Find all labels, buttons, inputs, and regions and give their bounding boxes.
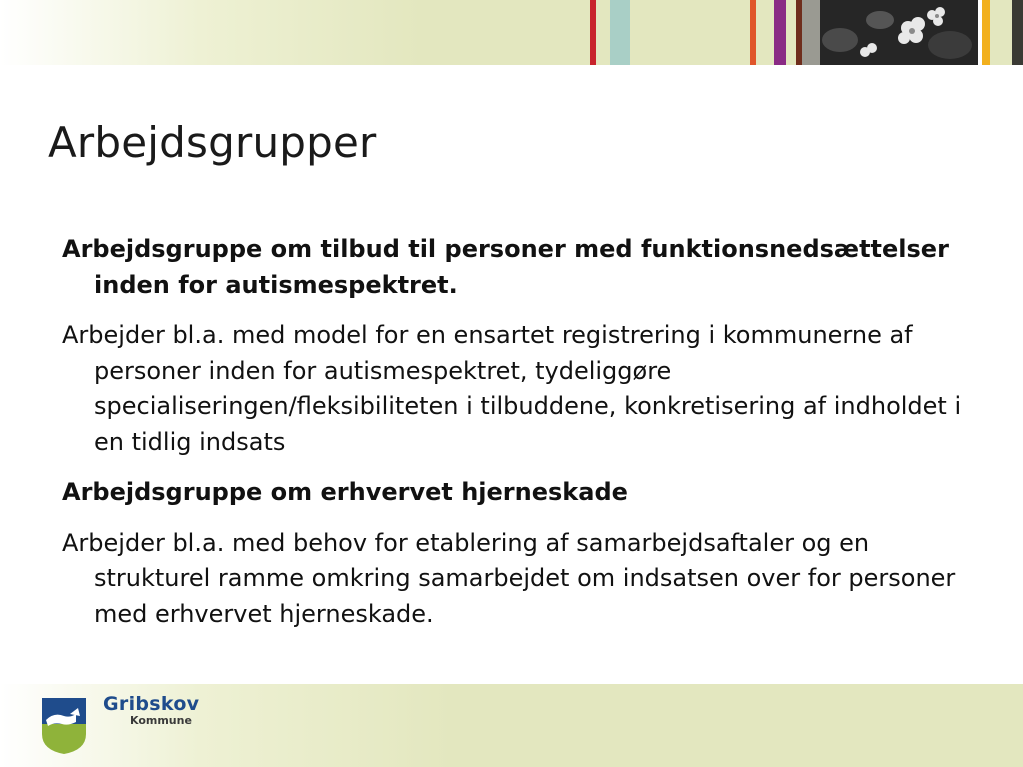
group-description-autism: Arbejder bl.a. med model for en ensartet registrering i kommunerne af personer inden for autismespektret, tydeliggøre specialiseringen/fleksibiliteten i tilbuddene, konkretisering af indholdet i en tidlig indsats (62, 321, 962, 456)
header-stripe-purple (774, 0, 786, 65)
flower-photo (820, 0, 978, 65)
group-heading-autism: Arbejdsgruppe om tilbud til personer med funktionsnedsættelser inden for autismespektret. (62, 235, 949, 299)
header-stripe-cream (990, 0, 1012, 65)
header-stripe-orange (750, 0, 756, 65)
group-description-brain-injury: Arbejder bl.a. med behov for etablering af samarbejdsaftaler og en strukturel ramme omkring samarbejdet om indsatsen over for personer med erhvervet hjerneskade. (62, 528, 956, 628)
logo-name: Gribskov (103, 693, 200, 715)
logo-subtitle: Kommune (130, 714, 192, 727)
slide-body (62, 232, 992, 647)
header-stripe-yellow (982, 0, 990, 65)
gribskov-logo-icon (40, 694, 90, 760)
header-stripe-red (590, 0, 596, 65)
header-stripe-gray (802, 0, 820, 65)
header-stripe-teal (610, 0, 630, 65)
group-heading-brain-injury: Arbejdsgruppe om erhvervet hjerneskade (62, 478, 628, 506)
header-stripe-dark (1012, 0, 1023, 65)
slide-title: Arbejdsgrupper (48, 118, 377, 167)
